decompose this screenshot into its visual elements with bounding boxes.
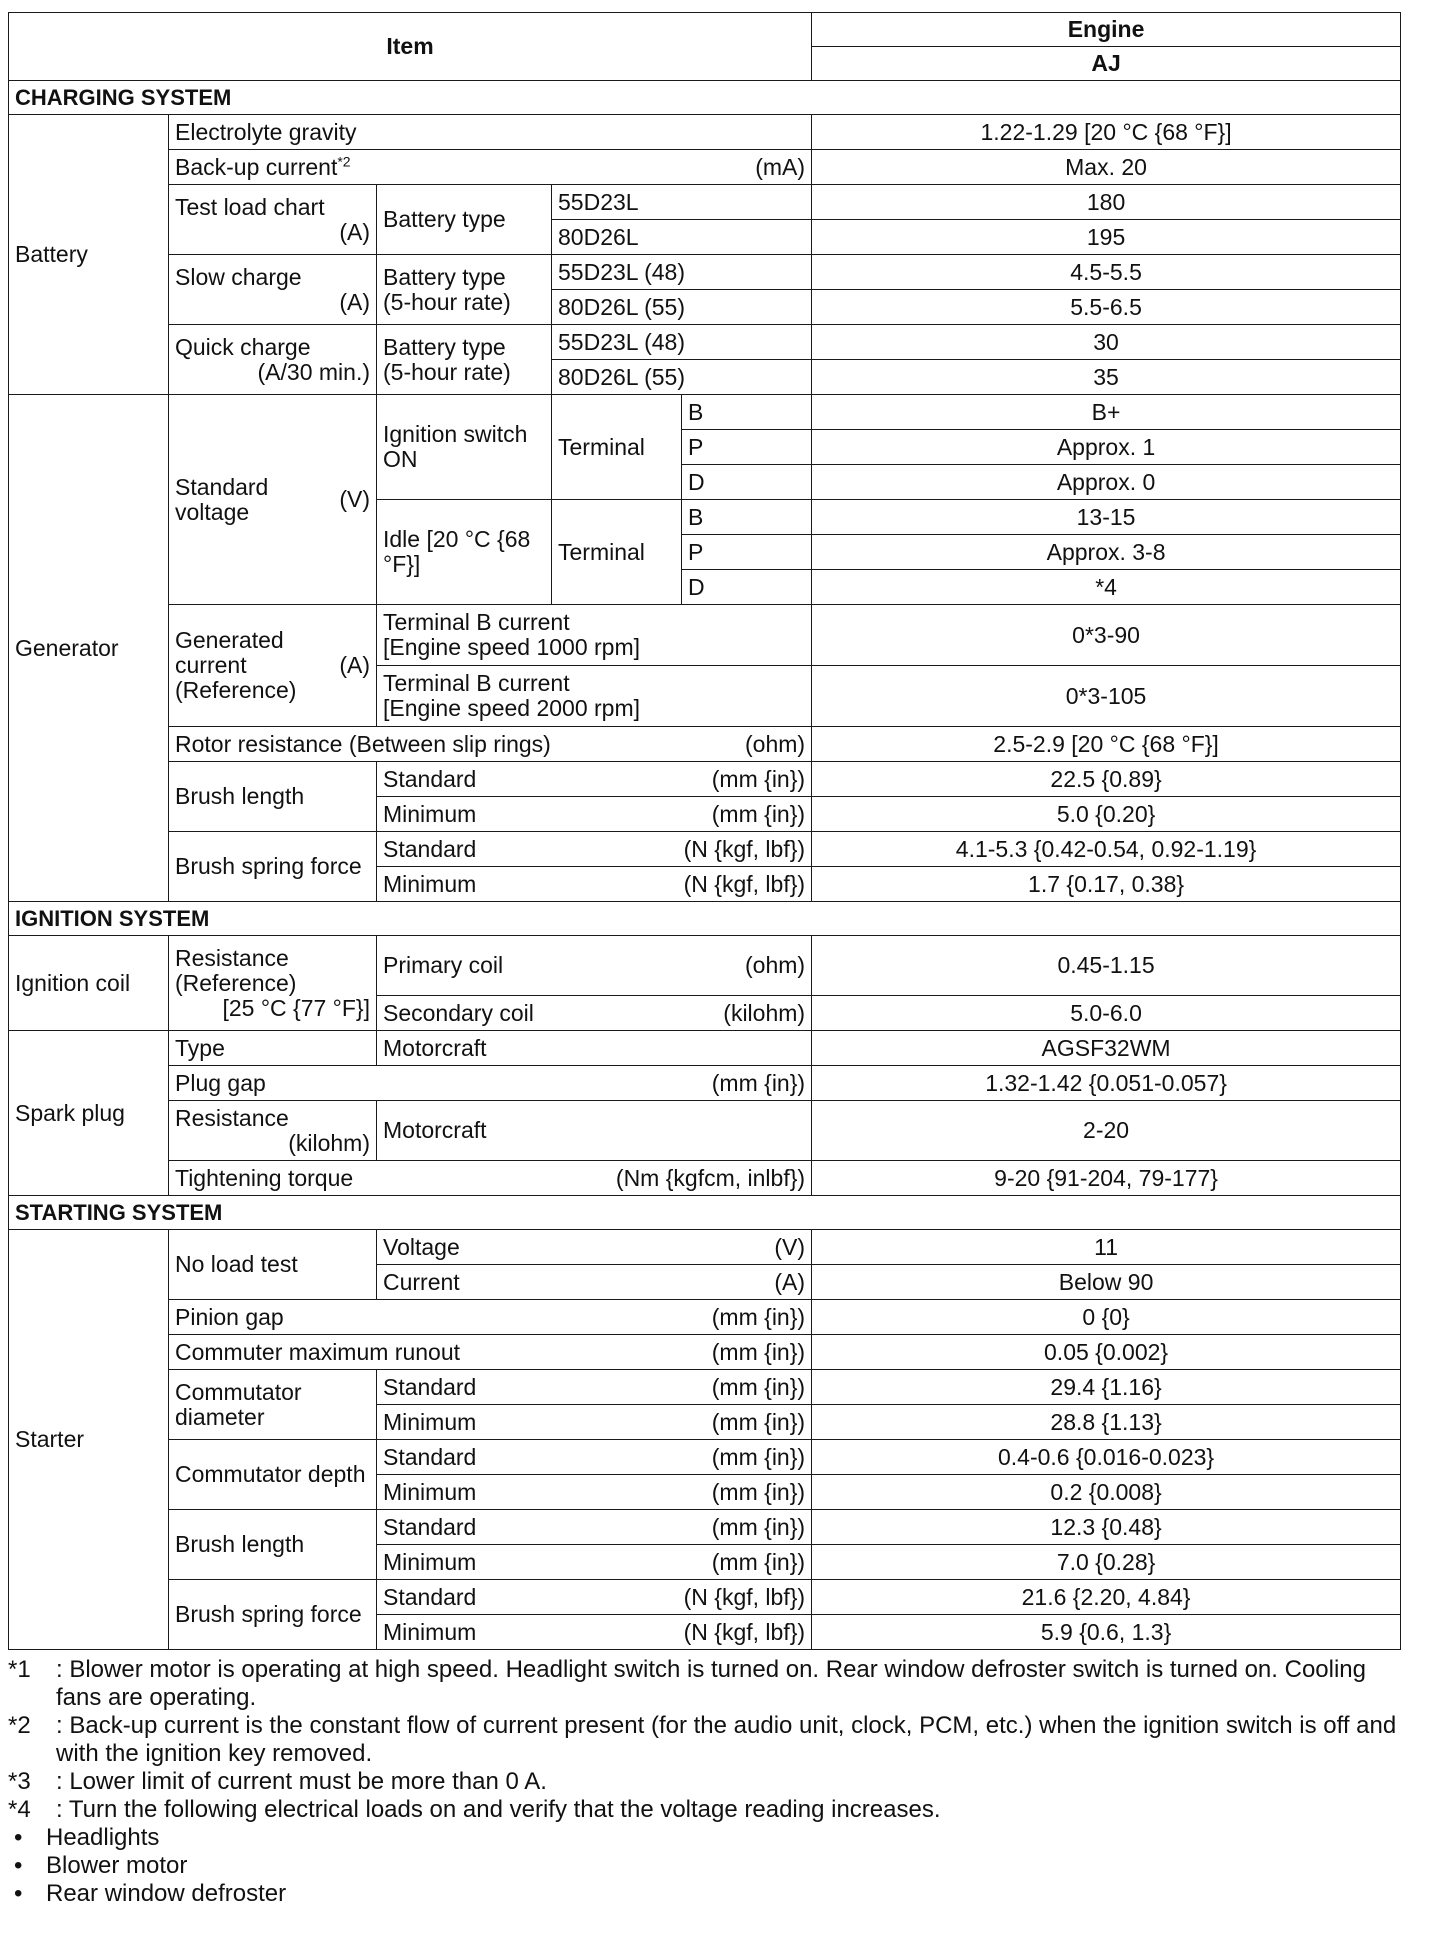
- footnote-mark: *1: [8, 1656, 31, 1683]
- runout-cell: [169, 1335, 812, 1370]
- generator-label: Generator: [9, 395, 169, 902]
- gen-current-cell: [169, 605, 377, 727]
- specification-table: [8, 12, 1401, 1650]
- plug-gap-cell: [169, 1066, 812, 1101]
- gen-brush-spring-value: 1.7 {0.17, 0.38}: [812, 867, 1401, 902]
- quick-charge-value: 30: [812, 325, 1401, 360]
- test-load-value: 195: [812, 220, 1401, 255]
- bullet-dot-icon: •: [14, 1824, 23, 1851]
- idle-label: Idle [20 °C {68 °F}]: [377, 500, 552, 605]
- depth-unit: (mm {in}): [711, 1478, 806, 1505]
- quick-charge-type-cell: [377, 325, 552, 395]
- depth-value: 0.2 {0.008}: [812, 1475, 1401, 1510]
- gen-brush-spring-value: 4.1-5.3 {0.42-0.54, 0.92-1.19}: [812, 832, 1401, 867]
- gen-current-cond-cell: [377, 666, 812, 727]
- coil-sub: Primary coil: [383, 952, 504, 978]
- depth-value: 0.4-0.6 {0.016-0.023}: [812, 1440, 1401, 1475]
- footnote-text: : Back-up current is the constant flow of current present (for the audio unit, clock, PCM, etc.) when the ignition switch is off and with the ignition key removed.: [56, 1712, 1397, 1767]
- starter-brush-length-unit: (mm {in}): [711, 1548, 806, 1575]
- no-load-value: Below 90: [812, 1265, 1401, 1300]
- bullet-item: [8, 1880, 1400, 1908]
- gen-brush-spring-sub: Minimum: [383, 870, 477, 897]
- idle-terminal-value: Approx. 3-8: [812, 535, 1401, 570]
- gen-brush-spring-sub-cell: [377, 867, 812, 902]
- diameter-label: Commutator diameter: [169, 1370, 377, 1440]
- quick-charge-label: Quick charge: [175, 333, 311, 360]
- starter-brush-spring-sub-cell: [377, 1615, 812, 1650]
- coil-unit: (kilohm): [723, 999, 806, 1026]
- gen-brush-length-unit: (mm {in}): [711, 765, 806, 792]
- rotor-value: 2.5-2.9 [20 °C {68 °F}]: [812, 727, 1401, 762]
- plug-torque-value: 9-20 {91-204, 79-177}: [812, 1161, 1401, 1196]
- section-charging-title: CHARGING SYSTEM: [9, 81, 1401, 115]
- gen-brush-spring-label: Brush spring force: [169, 832, 377, 902]
- no-load-label: No load test: [169, 1230, 377, 1300]
- ign-terminal-value: Approx. 0: [812, 465, 1401, 500]
- footnotes: [8, 1656, 1400, 1908]
- starter-brush-length-value: 7.0 {0.28}: [812, 1545, 1401, 1580]
- no-load-unit: (V): [774, 1233, 806, 1260]
- gen-brush-length-sub-cell: [377, 762, 812, 797]
- std-voltage-unit: (V): [339, 486, 370, 512]
- engine-code-header: AJ: [812, 47, 1401, 81]
- coil-resistance-cell: [169, 936, 377, 1031]
- pinion-value: 0 {0}: [812, 1300, 1401, 1335]
- gen-brush-spring-sub: Standard: [383, 835, 477, 862]
- gen-current-value: 0*3-90: [812, 605, 1401, 666]
- backup-footnote-mark: *2: [337, 152, 351, 169]
- depth-sub: Standard: [383, 1443, 477, 1470]
- footnote: [8, 1796, 1400, 1824]
- section-starting-title: STARTING SYSTEM: [9, 1196, 1401, 1230]
- diameter-sub: Standard: [383, 1373, 477, 1400]
- starter-brush-length-sub: Minimum: [383, 1548, 477, 1575]
- footnote: [8, 1656, 1400, 1712]
- spark-plug-label: Spark plug: [9, 1031, 169, 1196]
- engine-header: Engine: [812, 13, 1401, 47]
- depth-sub-cell: [377, 1475, 812, 1510]
- coil-value: 0.45-1.15: [812, 936, 1401, 996]
- plug-torque-label: Tightening torque: [175, 1164, 354, 1191]
- diameter-unit: (mm {in}): [711, 1408, 806, 1435]
- starter-brush-length-value: 12.3 {0.48}: [812, 1510, 1401, 1545]
- gen-current-cond-b: [Engine speed 2000 rpm]: [383, 695, 641, 721]
- coil-resistance-label: Resistance (Reference): [175, 944, 297, 996]
- electrolyte-label: Electrolyte gravity: [169, 115, 812, 150]
- footnote-mark: *4: [8, 1796, 31, 1823]
- no-load-value: 11: [812, 1230, 1401, 1265]
- battery-label: Battery: [9, 115, 169, 395]
- gen-current-cond-a: Terminal B current: [383, 670, 570, 696]
- ignition-on-label: Ignition switch ON: [377, 395, 552, 500]
- runout-unit: (mm {in}): [711, 1338, 806, 1365]
- ign-terminal: D: [682, 465, 812, 500]
- gen-brush-length-value: 22.5 {0.89}: [812, 762, 1401, 797]
- gen-current-cond-a: Terminal B current: [383, 609, 570, 635]
- gen-brush-length-unit: (mm {in}): [711, 800, 806, 827]
- slow-charge-type-sub: (5-hour rate): [383, 288, 511, 315]
- std-voltage-cell: [169, 395, 377, 605]
- no-load-sub: Current: [383, 1268, 460, 1295]
- diameter-unit: (mm {in}): [711, 1373, 806, 1400]
- spec-sheet: [8, 12, 1400, 1908]
- footnote-mark: *3: [8, 1768, 31, 1795]
- quick-charge-value: 35: [812, 360, 1401, 395]
- starter-brush-length-sub: Standard: [383, 1513, 477, 1540]
- gen-current-value: 0*3-105: [812, 666, 1401, 727]
- plug-resistance-cell: [169, 1101, 377, 1161]
- footnote: [8, 1768, 1400, 1796]
- starter-brush-length-unit: (mm {in}): [711, 1513, 806, 1540]
- ign-terminal: P: [682, 430, 812, 465]
- bullet-item: [8, 1824, 1400, 1852]
- slow-charge-label-cell: [169, 255, 377, 325]
- gen-brush-spring-sub-cell: [377, 832, 812, 867]
- backup-current-label: Back-up current: [175, 153, 338, 180]
- slow-charge-type: 80D26L (55): [552, 290, 812, 325]
- test-load-label-cell: [169, 185, 377, 255]
- no-load-sub-cell: [377, 1230, 812, 1265]
- bullet-text: Headlights: [46, 1824, 160, 1851]
- std-voltage-label: Standard voltage: [175, 473, 269, 525]
- runout-value: 0.05 {0.002}: [812, 1335, 1401, 1370]
- idle-terminal-label: Terminal: [552, 500, 682, 605]
- gen-brush-length-sub-cell: [377, 797, 812, 832]
- diameter-sub: Minimum: [383, 1408, 477, 1435]
- gen-brush-length-sub: Minimum: [383, 800, 477, 827]
- gen-brush-length-label: Brush length: [169, 762, 377, 832]
- depth-sub-cell: [377, 1440, 812, 1475]
- quick-charge-type: 55D23L (48): [552, 325, 812, 360]
- test-load-label: Test load chart: [175, 193, 325, 220]
- footnote-mark: *2: [8, 1712, 31, 1739]
- plug-resistance-label: Resistance: [175, 1104, 289, 1131]
- bullet-text: Rear window defroster: [46, 1880, 287, 1907]
- test-load-unit: (A): [339, 218, 370, 245]
- no-load-sub: Voltage: [383, 1233, 460, 1260]
- footnote-text: : Lower limit of current must be more than 0 A.: [56, 1768, 547, 1795]
- starter-brush-spring-label: Brush spring force: [169, 1580, 377, 1650]
- quick-charge-type-label: Battery type: [383, 333, 506, 360]
- plug-gap-value: 1.32-1.42 {0.051-0.057}: [812, 1066, 1401, 1101]
- backup-current-unit: (mA): [755, 153, 806, 180]
- gen-brush-length-sub: Standard: [383, 765, 477, 792]
- slow-charge-unit: (A): [339, 288, 370, 315]
- starter-brush-length-sub-cell: [377, 1510, 812, 1545]
- plug-gap-unit: (mm {in}): [711, 1069, 806, 1096]
- starter-brush-spring-unit: (N {kgf, lbf}): [683, 1583, 806, 1610]
- gen-brush-spring-unit: (N {kgf, lbf}): [683, 870, 806, 897]
- pinion-unit: (mm {in}): [711, 1303, 806, 1330]
- diameter-value: 28.8 {1.13}: [812, 1405, 1401, 1440]
- coil-sub-cell: [377, 996, 812, 1031]
- rotor-label: Rotor resistance (Between slip rings): [175, 730, 551, 757]
- diameter-sub-cell: [377, 1405, 812, 1440]
- ign-terminal-value: Approx. 1: [812, 430, 1401, 465]
- diameter-sub-cell: [377, 1370, 812, 1405]
- idle-terminal: D: [682, 570, 812, 605]
- starter-brush-spring-value: 21.6 {2.20, 4.84}: [812, 1580, 1401, 1615]
- no-load-unit: (A): [774, 1268, 806, 1295]
- test-load-type: 80D26L: [552, 220, 812, 255]
- ign-terminal-value: B+: [812, 395, 1401, 430]
- rotor-cell: [169, 727, 812, 762]
- electrolyte-value: 1.22-1.29 [20 °C {68 °F}]: [812, 115, 1401, 150]
- runout-label: Commuter maximum runout: [175, 1338, 461, 1365]
- test-load-type: 55D23L: [552, 185, 812, 220]
- quick-charge-type: 80D26L (55): [552, 360, 812, 395]
- quick-charge-unit: (A/30 min.): [257, 358, 370, 385]
- bullet-dot-icon: •: [14, 1880, 23, 1907]
- plug-resistance-unit: (kilohm): [288, 1129, 370, 1156]
- starter-brush-length-sub-cell: [377, 1545, 812, 1580]
- gen-current-unit: (A): [339, 652, 370, 678]
- gen-current-cond-b: [Engine speed 1000 rpm]: [383, 634, 641, 660]
- depth-label: Commutator depth: [169, 1440, 377, 1510]
- ign-terminal: B: [682, 395, 812, 430]
- starter-brush-length-label: Brush length: [169, 1510, 377, 1580]
- slow-charge-type-cell: [377, 255, 552, 325]
- starter-label: Starter: [9, 1230, 169, 1650]
- slow-charge-type: 55D23L (48): [552, 255, 812, 290]
- plug-type-value: AGSF32WM: [812, 1031, 1401, 1066]
- plug-resistance-value: 2-20: [812, 1101, 1401, 1161]
- plug-torque-cell: [169, 1161, 812, 1196]
- quick-charge-type-sub: (5-hour rate): [383, 358, 511, 385]
- test-load-type-label: Battery type: [377, 185, 552, 255]
- backup-current-row-label: [169, 150, 812, 185]
- plug-torque-unit: (Nm {kgfcm, inlbf}): [615, 1164, 806, 1191]
- gen-brush-spring-unit: (N {kgf, lbf}): [683, 835, 806, 862]
- depth-sub: Minimum: [383, 1478, 477, 1505]
- coil-temp: [25 °C {77 °F}]: [222, 994, 370, 1021]
- plug-type-sub: Motorcraft: [377, 1031, 812, 1066]
- ignition-coil-label: Ignition coil: [9, 936, 169, 1031]
- coil-value: 5.0-6.0: [812, 996, 1401, 1031]
- idle-terminal: P: [682, 535, 812, 570]
- coil-sub: Secondary coil: [383, 999, 534, 1026]
- depth-unit: (mm {in}): [711, 1443, 806, 1470]
- starter-brush-spring-sub: Minimum: [383, 1618, 477, 1645]
- quick-charge-label-cell: [169, 325, 377, 395]
- diameter-value: 29.4 {1.16}: [812, 1370, 1401, 1405]
- idle-terminal: B: [682, 500, 812, 535]
- starter-brush-spring-sub: Standard: [383, 1583, 477, 1610]
- no-load-sub-cell: [377, 1265, 812, 1300]
- footnote: [8, 1712, 1400, 1768]
- plug-gap-label: Plug gap: [175, 1069, 266, 1096]
- footnote-text: : Turn the following electrical loads on and verify that the voltage reading increases.: [56, 1796, 941, 1823]
- bullet-dot-icon: •: [14, 1852, 23, 1879]
- plug-type-label: Type: [169, 1031, 377, 1066]
- gen-brush-length-value: 5.0 {0.20}: [812, 797, 1401, 832]
- rotor-unit: (ohm): [745, 730, 806, 757]
- gen-current-cond-cell: [377, 605, 812, 666]
- idle-terminal-value: 13-15: [812, 500, 1401, 535]
- gen-current-label: Generated current (Reference): [175, 627, 297, 703]
- test-load-value: 180: [812, 185, 1401, 220]
- item-header: Item: [9, 13, 812, 81]
- starter-brush-spring-unit: (N {kgf, lbf}): [683, 1618, 806, 1645]
- slow-charge-value: 4.5-5.5: [812, 255, 1401, 290]
- bullet-item: [8, 1852, 1400, 1880]
- pinion-cell: [169, 1300, 812, 1335]
- coil-sub-cell: [377, 936, 812, 996]
- bullet-text: Blower motor: [46, 1852, 188, 1879]
- starter-brush-spring-sub-cell: [377, 1580, 812, 1615]
- slow-charge-label: Slow charge: [175, 263, 302, 290]
- slow-charge-type-label: Battery type: [383, 263, 506, 290]
- coil-unit: (ohm): [745, 952, 806, 978]
- plug-resistance-sub: Motorcraft: [377, 1101, 812, 1161]
- backup-current-value: Max. 20: [812, 150, 1401, 185]
- starter-brush-spring-value: 5.9 {0.6, 1.3}: [812, 1615, 1401, 1650]
- slow-charge-value: 5.5-6.5: [812, 290, 1401, 325]
- idle-terminal-value: *4: [812, 570, 1401, 605]
- footnote-text: : Blower motor is operating at high speed. Headlight switch is turned on. Rear window defroster switch is turned on. Cooling fans are operating.: [56, 1656, 1367, 1711]
- section-ignition-title: IGNITION SYSTEM: [9, 902, 1401, 936]
- pinion-label: Pinion gap: [175, 1303, 284, 1330]
- ign-terminal-label: Terminal: [552, 395, 682, 500]
